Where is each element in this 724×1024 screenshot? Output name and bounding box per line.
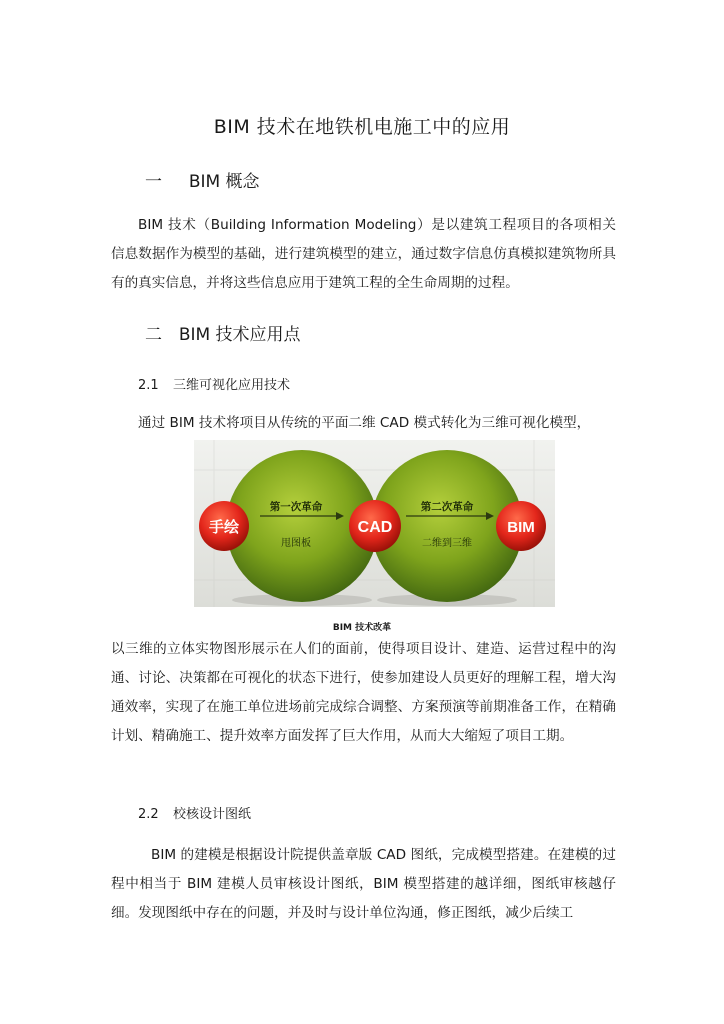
paragraph-visualization-body: 以三维的立体实物图形展示在人们的面前，使得项目设计、建造、运营过程中的沟通、讨论、决策都在可视化的状态下进行，使参加建设人员更好的理解工程，增大沟通效率，实现了在施工单位进场前完成综合调整、方案预演等前期准备工作，在精确计划、精确施工、提升效率方面发挥了巨大作用，从而大大缩短了项目工期。 [111, 641, 616, 744]
section-2-number: 二 [145, 325, 162, 345]
section-2-title: BIM 技术应用点 [178, 325, 301, 345]
subsection-2-1-number: 2.1 [138, 378, 159, 393]
figure-caption: BIM 技术改革 [332, 623, 392, 633]
document-title: BIM 技术在地铁机电施工中的应用 [213, 116, 511, 138]
section-1-title: BIM 概念 [188, 172, 260, 192]
bim-revolution-figure [194, 440, 555, 607]
paragraph-visualization-intro: 通过 BIM 技术将项目从传统的平面二维 CAD 模式转化为三维可视化模型， [138, 415, 591, 431]
bim-revolution-graphic [194, 440, 555, 607]
paragraph-drawing-check: BIM 的建模是根据设计院提供盖章版 CAD 图纸，完成模型搭建。在建模的过程中相当于 BIM 建模人员审核设计图纸，BIM 模型搭建的越详细，图纸审核越仔细。发现图纸中存在的问题，并及时与设计单位沟通，修正图纸，减少后续工 [111, 847, 616, 921]
revolution-1-sub: 甩图板 [281, 538, 311, 549]
subsection-2-1-title: 三维可视化应用技术 [172, 378, 290, 393]
section-1-number: 一 [145, 172, 162, 192]
subsection-2-1-heading [138, 374, 290, 393]
subsection-2-2-title: 校核设计图纸 [172, 807, 251, 822]
subsection-2-2-heading [138, 803, 251, 822]
node-cad-label: CAD [357, 519, 393, 536]
subsection-2-2-number: 2.2 [138, 807, 159, 822]
section-1-heading [145, 167, 260, 192]
section-2-heading [145, 320, 301, 345]
node-bim-label: BIM [507, 519, 535, 536]
paragraph-bim-concept: BIM 技术（Building Information Modeling）是以建筑工程项目的各项相关信息数据作为模型的基础，进行建筑模型的建立，通过数字信息仿真模拟建筑物所具有的真实信息，并将这些信息应用于建筑工程的全生命周期的过程。 [111, 217, 616, 291]
revolution-1-label: 第一次革命 [269, 501, 323, 513]
node-handdraw-label: 手绘 [208, 518, 240, 536]
revolution-2-label: 第二次革命 [420, 501, 474, 513]
revolution-2-sub: 二维到三维 [422, 538, 472, 549]
